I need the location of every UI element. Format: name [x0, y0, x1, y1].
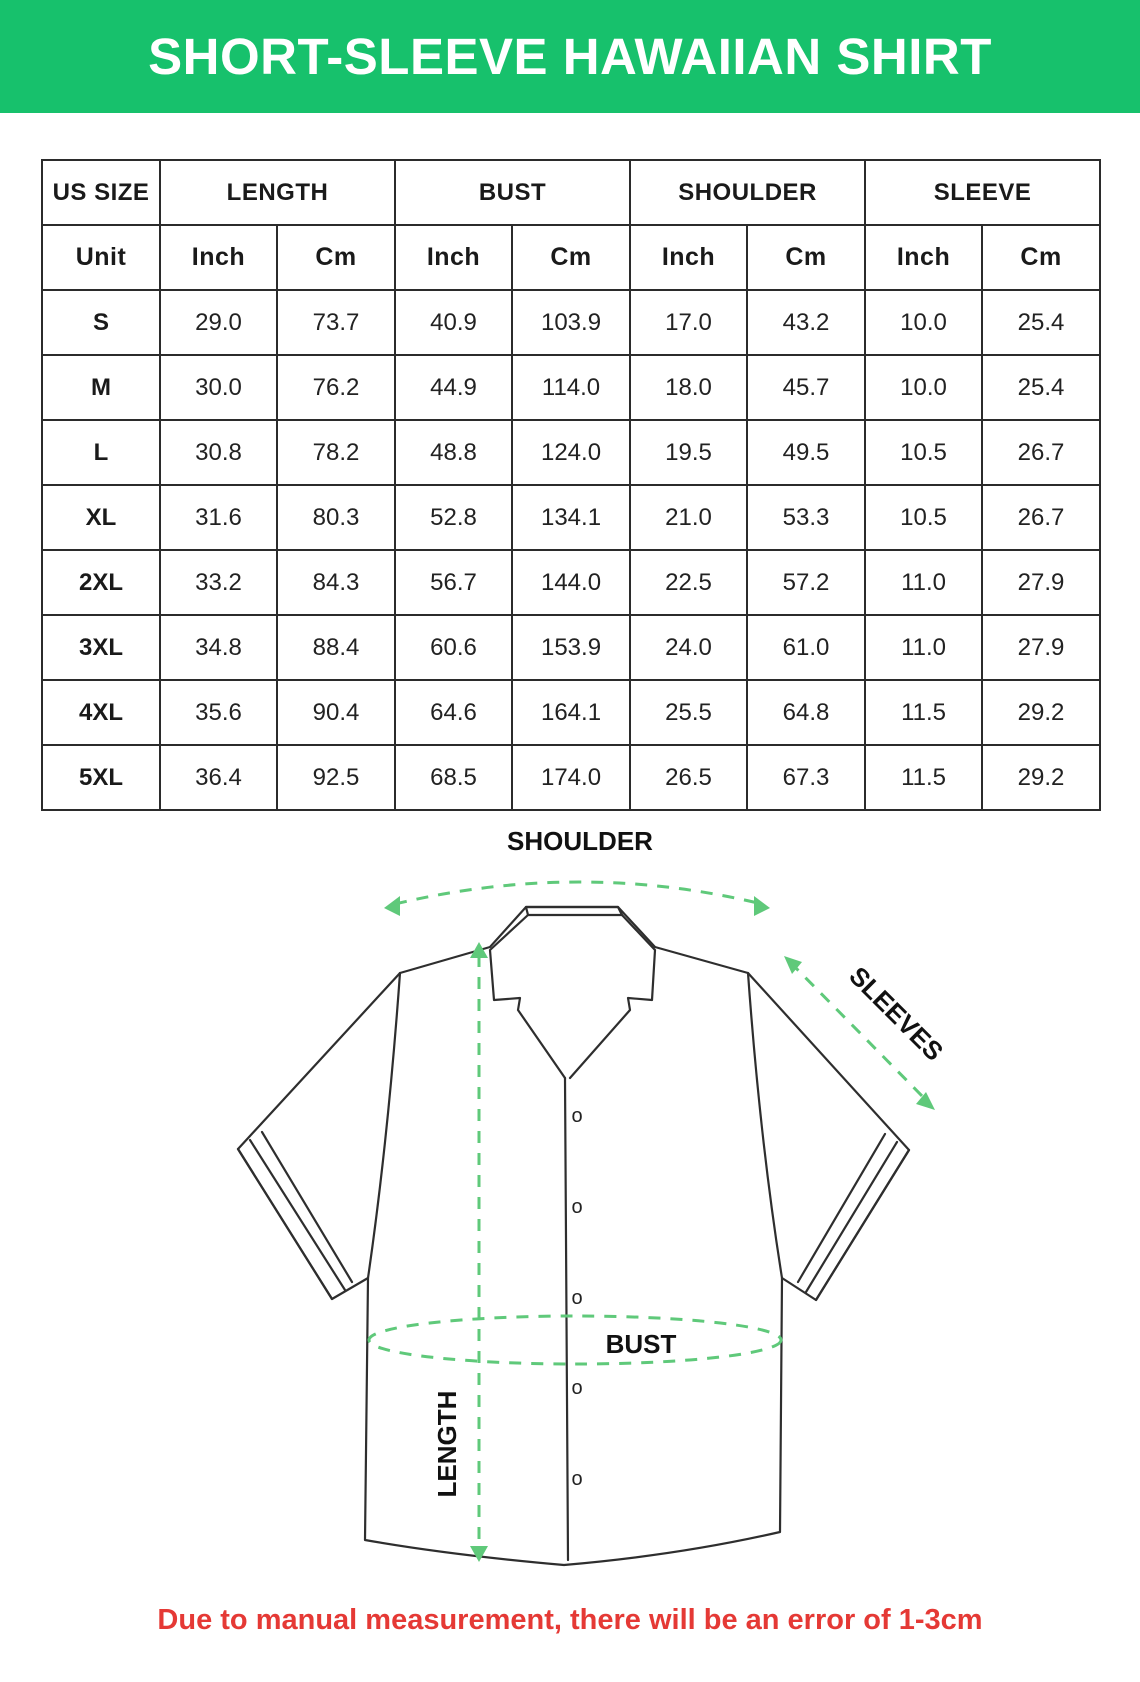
measurement-cell: 49.5	[747, 420, 865, 485]
shoulder-left-arrow-icon	[384, 896, 400, 916]
sleeves-label: SLEEVES	[843, 960, 950, 1067]
title-banner	[0, 0, 1140, 113]
measurement-cell: 103.9	[512, 290, 630, 355]
measurement-cell: 73.7	[277, 290, 395, 355]
measurement-cell: 174.0	[512, 745, 630, 810]
measurement-cell: 61.0	[747, 615, 865, 680]
button-icon: o	[571, 1196, 583, 1218]
measurement-cell: 19.5	[630, 420, 747, 485]
measurement-cell: 27.9	[982, 615, 1100, 680]
shirt-outline-icon	[238, 907, 909, 1565]
measurement-cell: 80.3	[277, 485, 395, 550]
shoulder-header: SHOULDER	[630, 160, 865, 225]
size-label: L	[42, 420, 160, 485]
measurement-cell: 27.9	[982, 550, 1100, 615]
measurement-cell: 56.7	[395, 550, 512, 615]
length-top-arrow-icon	[470, 942, 488, 958]
measurement-cell: 10.5	[865, 485, 982, 550]
measurement-cell: 11.0	[865, 615, 982, 680]
size-label: S	[42, 290, 160, 355]
unit-header: Cm	[982, 225, 1100, 290]
shoulder-arrow-line	[395, 882, 762, 904]
page-title: SHORT-SLEEVE HAWAIIAN SHIRT	[148, 28, 992, 85]
unit-header: Cm	[512, 225, 630, 290]
measurement-cell: 52.8	[395, 485, 512, 550]
size-label: XL	[42, 485, 160, 550]
measurement-cell: 10.5	[865, 420, 982, 485]
measurement-cell: 30.0	[160, 355, 277, 420]
measurement-cell: 45.7	[747, 355, 865, 420]
size-label: 5XL	[42, 745, 160, 810]
unit-label: Unit	[42, 225, 160, 290]
measurement-cell: 33.2	[160, 550, 277, 615]
measurement-cell: 25.5	[630, 680, 747, 745]
table-row	[42, 290, 1100, 355]
unit-header: Inch	[865, 225, 982, 290]
measurement-cell: 67.3	[747, 745, 865, 810]
bust-label: BUST	[605, 1329, 677, 1359]
unit-header-row	[42, 225, 1100, 290]
table-row	[42, 615, 1100, 680]
measurement-cell: 64.6	[395, 680, 512, 745]
measurement-cell: 17.0	[630, 290, 747, 355]
shoulder-right-arrow-icon	[754, 896, 770, 916]
measurement-cell: 164.1	[512, 680, 630, 745]
measurement-cell: 144.0	[512, 550, 630, 615]
measurement-cell: 35.6	[160, 680, 277, 745]
measurement-cell: 40.9	[395, 290, 512, 355]
unit-header: Cm	[747, 225, 865, 290]
group-header-row	[42, 160, 1100, 225]
measurement-cell: 44.9	[395, 355, 512, 420]
bust-header: BUST	[395, 160, 630, 225]
measurement-cell: 26.7	[982, 420, 1100, 485]
size-label: 4XL	[42, 680, 160, 745]
button-icon: o	[571, 1105, 583, 1127]
measurement-cell: 48.8	[395, 420, 512, 485]
unit-header: Cm	[277, 225, 395, 290]
measurement-cell: 43.2	[747, 290, 865, 355]
measurement-cell: 21.0	[630, 485, 747, 550]
measurement-cell: 36.4	[160, 745, 277, 810]
size-label: 3XL	[42, 615, 160, 680]
size-label: 2XL	[42, 550, 160, 615]
length-bottom-arrow-icon	[470, 1546, 488, 1562]
measurement-cell: 64.8	[747, 680, 865, 745]
length-header: LENGTH	[160, 160, 395, 225]
shirt-measurement-diagram	[0, 820, 1140, 1620]
table-row	[42, 355, 1100, 420]
measurement-cell: 134.1	[512, 485, 630, 550]
unit-header: Inch	[160, 225, 277, 290]
measurement-cell: 24.0	[630, 615, 747, 680]
sleeve-header: SLEEVE	[865, 160, 1100, 225]
measurement-cell: 88.4	[277, 615, 395, 680]
unit-header: Inch	[630, 225, 747, 290]
unit-header: Inch	[395, 225, 512, 290]
measurement-cell: 10.0	[865, 355, 982, 420]
us-size-header: US SIZE	[42, 160, 160, 225]
measurement-cell: 60.6	[395, 615, 512, 680]
measurement-cell: 84.3	[277, 550, 395, 615]
measurement-cell: 124.0	[512, 420, 630, 485]
measurement-cell: 11.0	[865, 550, 982, 615]
table-row	[42, 680, 1100, 745]
button-icon: o	[571, 1468, 583, 1490]
measurement-cell: 78.2	[277, 420, 395, 485]
measurement-cell: 29.0	[160, 290, 277, 355]
size-label: M	[42, 355, 160, 420]
measurement-cell: 11.5	[865, 680, 982, 745]
size-chart-table	[41, 159, 1101, 811]
measurement-cell: 31.6	[160, 485, 277, 550]
measurement-cell: 90.4	[277, 680, 395, 745]
measurement-cell: 68.5	[395, 745, 512, 810]
button-icon: o	[571, 1287, 583, 1309]
measurement-cell: 30.8	[160, 420, 277, 485]
button-icon: o	[571, 1377, 583, 1399]
measurement-cell: 76.2	[277, 355, 395, 420]
measurement-cell: 29.2	[982, 680, 1100, 745]
measurement-cell: 57.2	[747, 550, 865, 615]
table-row	[42, 485, 1100, 550]
measurement-cell: 34.8	[160, 615, 277, 680]
measurement-cell: 26.7	[982, 485, 1100, 550]
measurement-cell: 25.4	[982, 290, 1100, 355]
measurement-cell: 22.5	[630, 550, 747, 615]
size-rows	[42, 290, 1100, 810]
button-marks	[571, 1105, 582, 1490]
measurement-cell: 53.3	[747, 485, 865, 550]
measurement-cell: 29.2	[982, 745, 1100, 810]
measurement-cell: 18.0	[630, 355, 747, 420]
sleeve-top-arrow-icon	[784, 956, 802, 974]
shoulder-label: SHOULDER	[507, 826, 653, 856]
measurement-error-note: Due to manual measurement, there will be an error of 1-3cm	[157, 1604, 983, 1636]
measurement-cell: 25.4	[982, 355, 1100, 420]
length-label: LENGTH	[432, 1390, 462, 1498]
table-row	[42, 550, 1100, 615]
measurement-cell: 153.9	[512, 615, 630, 680]
bust-ellipse-line	[369, 1316, 781, 1364]
measurement-cell: 92.5	[277, 745, 395, 810]
measurement-cell: 26.5	[630, 745, 747, 810]
measurement-cell: 114.0	[512, 355, 630, 420]
table-row	[42, 745, 1100, 810]
measurement-cell: 11.5	[865, 745, 982, 810]
table-row	[42, 420, 1100, 485]
measurement-cell: 10.0	[865, 290, 982, 355]
